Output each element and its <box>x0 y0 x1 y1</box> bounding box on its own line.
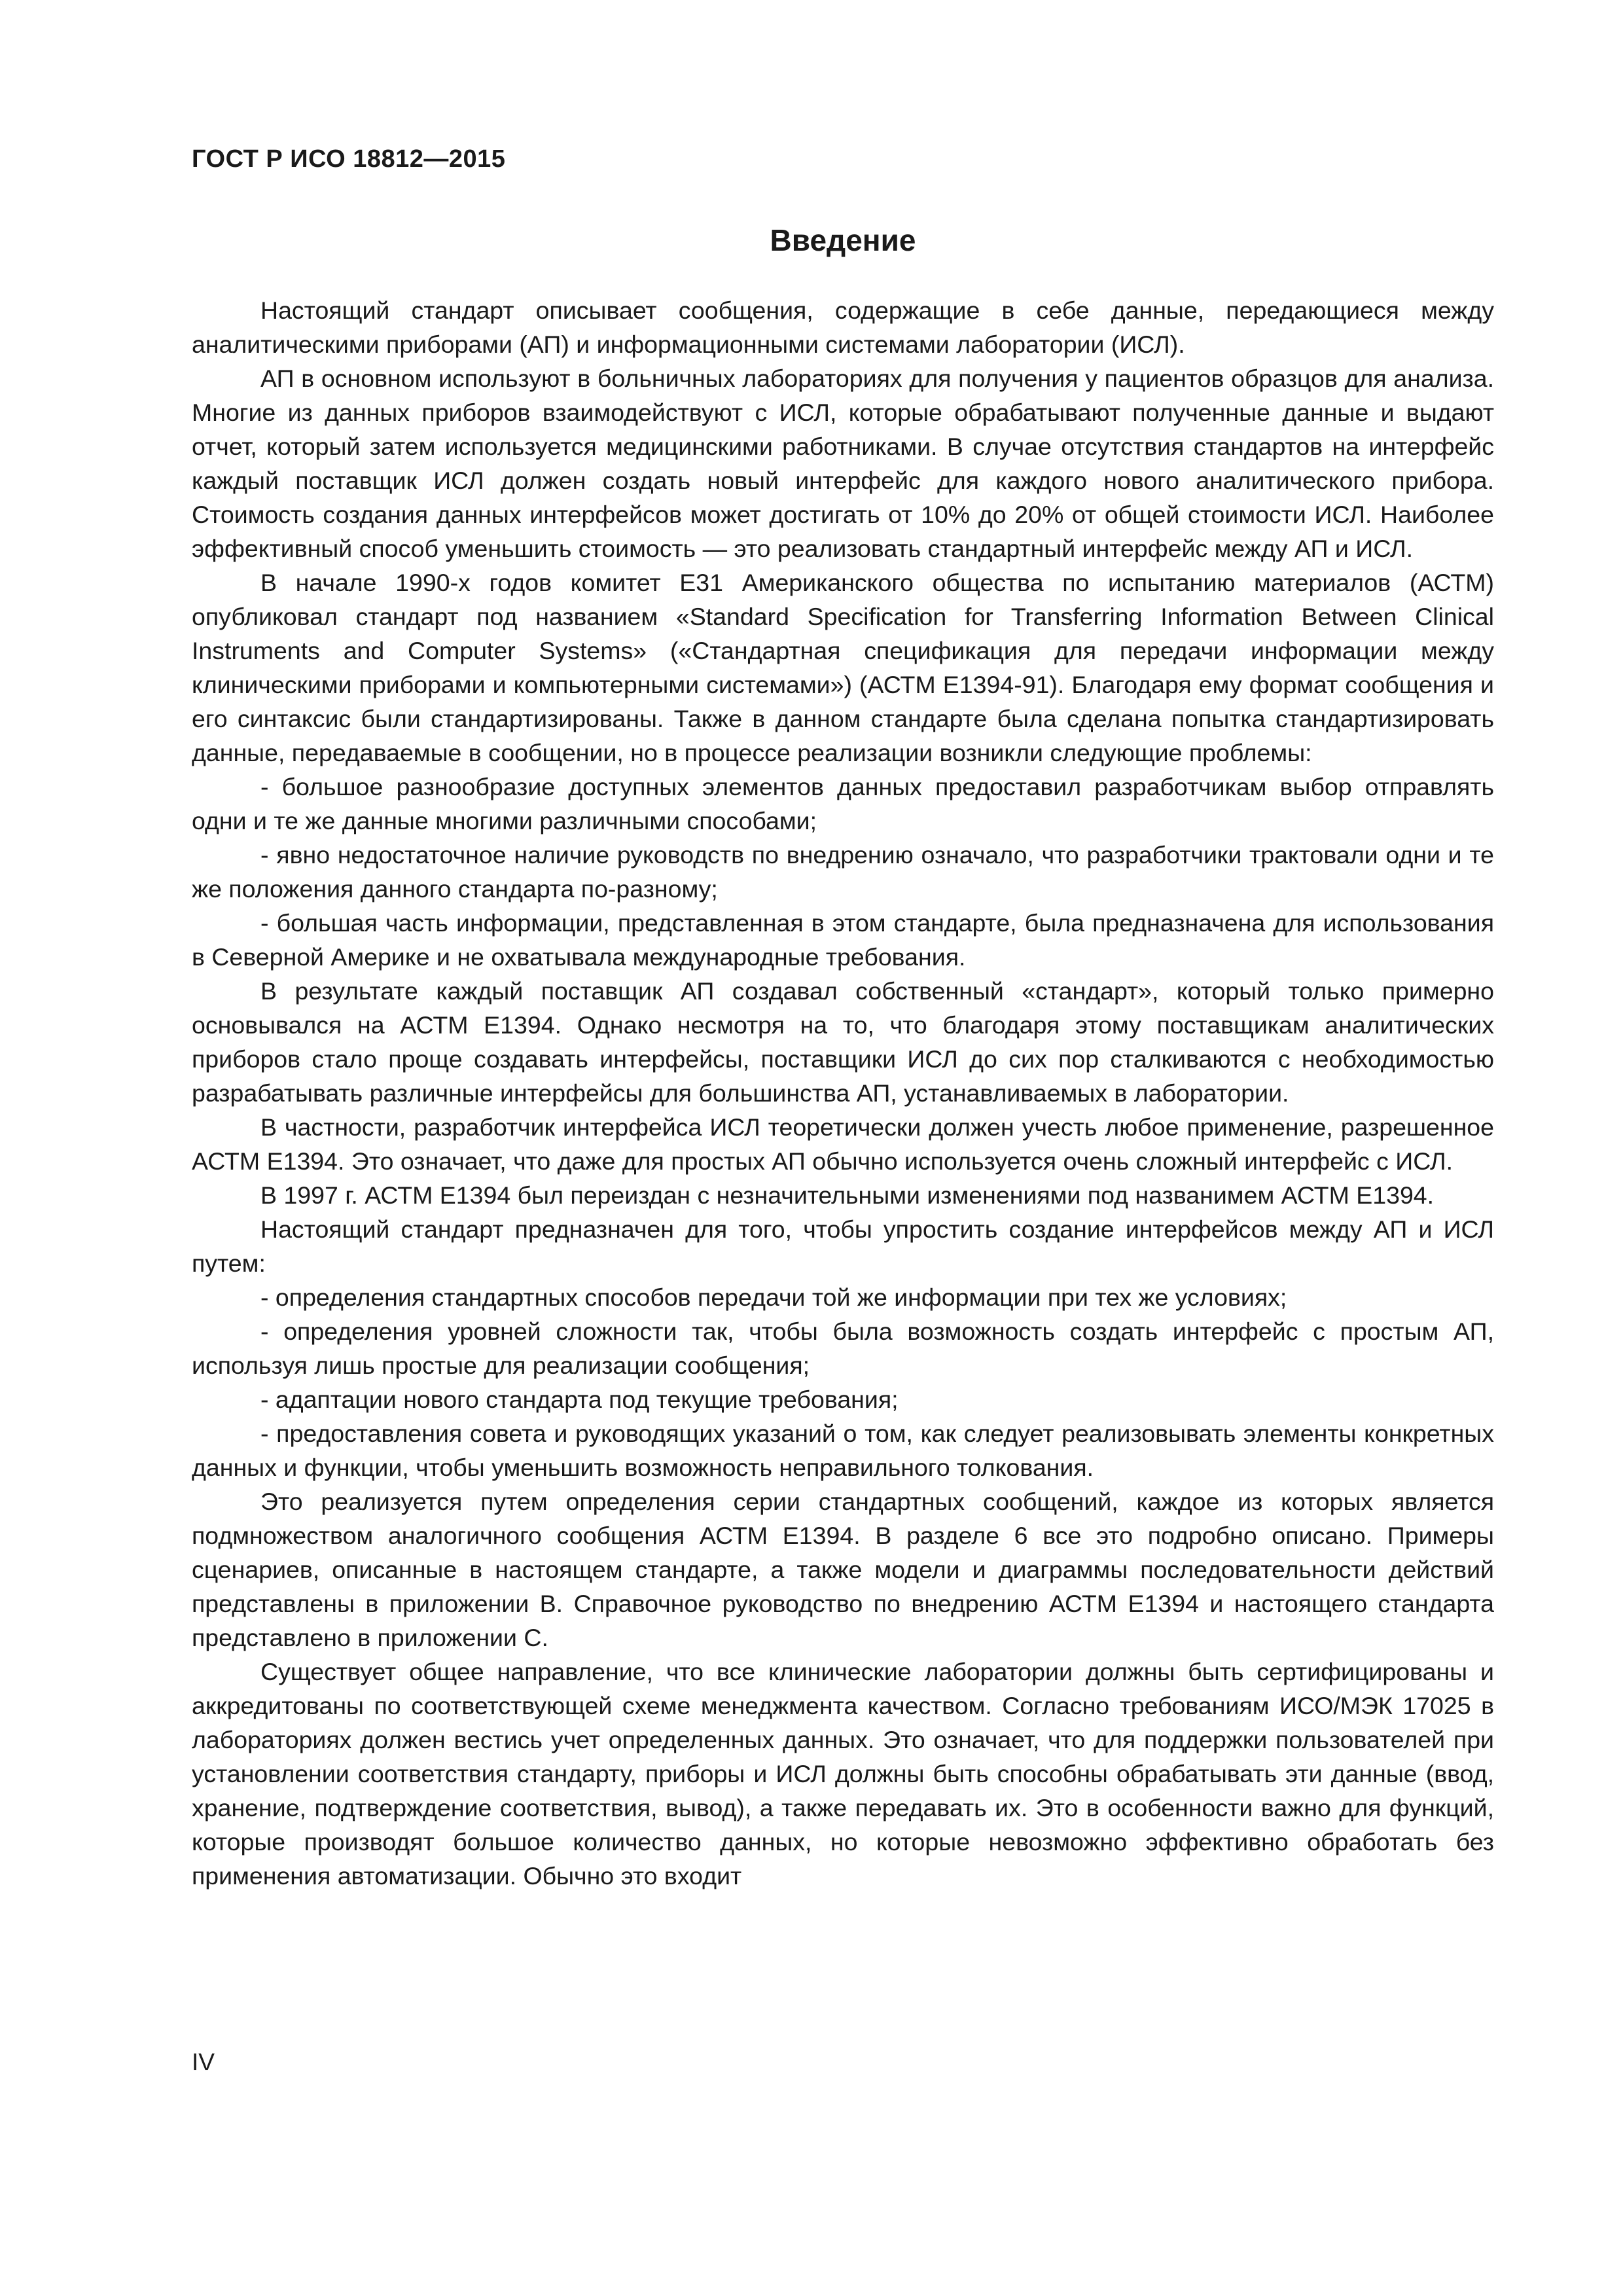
list-item: - определения стандартных способов передачи той же информации при тех же условиях; <box>260 1283 1287 1311</box>
list-item: - адаптации нового стандарта под текущие требования; <box>260 1386 899 1413</box>
section-title: Введение <box>770 223 916 257</box>
paragraph: Настоящий стандарт описывает сообщения, содержащие в себе данные, передающиеся между аналитическими приборами (АП) и информационными системами лаборатории (ИСЛ). <box>192 296 1494 358</box>
paragraph: В 1997 г. АСТМ Е1394 был переиздан с незначительными изменениями под названимем АСТМ Е1394. <box>260 1181 1435 1209</box>
body-text <box>192 293 1494 1893</box>
paragraph: В начале 1990-х годов комитет Е31 Американского общества по испытанию материалов (АСТМ) опубликовал стандарт под названием «Standard Specification for Transferring Information Between Clinical Instruments and Computer Systems» («Стандартная спецификация для передачи информации между клиническими приборами и компьютерными системами») (АСТМ Е1394-91). Благодаря ему формат сообщения и его синтаксис были стандартизированы. Также в данном стандарте была сделана попытка стандартизировать данные, передаваемые в сообщении, но в процессе реализации возникли следующие проблемы: <box>192 569 1494 766</box>
paragraph: В частности, разработчик интерфейса ИСЛ теоретически должен учесть любое применение, разрешенное АСТМ Е1394. Это означает, что даже для простых АП обычно используется очень сложный интерфейс с ИСЛ. <box>192 1113 1494 1175</box>
paragraph: АП в основном используют в больничных лабораториях для получения у пациентов образцов для анализа. Многие из данных приборов взаимодействуют с ИСЛ, которые обрабатывают полученные данные и выдают отчет, который затем используется медицинскими работниками. В случае отсутствия стандартов на интерфейс каждый поставщик ИСЛ должен создать новый интерфейс для каждого нового аналитического прибора. Стоимость создания данных интерфейсов может достигать от 10% до 20% от общей стоимости ИСЛ. Наиболее эффективный способ уменьшить стоимость — это реализовать стандартный интерфейс между АП и ИСЛ. <box>192 365 1494 562</box>
list-item: - явно недостаточное наличие руководств по внедрению означало, что разработчики трактовали одни и те же положения данного стандарта по-разному; <box>192 841 1494 903</box>
document-header: ГОСТ Р ИСО 18812—2015 <box>192 145 506 173</box>
paragraph: Настоящий стандарт предназначен для того, чтобы упростить создание интерфейсов между АП и ИСЛ путем: <box>192 1215 1494 1277</box>
paragraph: Это реализуется путем определения серии стандартных сообщений, каждое из которых является подмножеством аналогичного сообщения АСТМ Е1394. В разделе 6 все это подробно описано. Примеры сценариев, описанные в настоящем стандарте, а также модели и диаграммы последовательности действий представлены в приложении В. Справочное руководство по внедрению АСТМ Е1394 и настоящего стандарта представлено в приложении С. <box>192 1488 1494 1651</box>
paragraph: Существует общее направление, что все клинические лаборатории должны быть сертифицированы и аккредитованы по соответствующей схеме менеджмента качеством. Согласно требованиям ИСО/МЭК 17025 в лабораториях должен вестись учет определенных данных. Это означает, что для поддержки пользователей при установлении соответствия стандарту, приборы и ИСЛ должны быть способны обрабатывать эти данные (ввод, хранение, подтверждение соответствия, вывод), а также передавать их. Это в особенности важно для функций, которые производят большое количество данных, но которые невозможно эффективно обработать без применения автоматизации. Обычно это входит <box>192 1658 1494 1890</box>
list-item: - большое разнообразие доступных элементов данных предоставил разработчикам выбор отправлять одни и те же данные многими различными способами; <box>192 773 1494 834</box>
page-number: IV <box>192 2049 215 2075</box>
paragraph: В результате каждый поставщик АП создавал собственный «стандарт», который только примерно основывался на АСТМ Е1394. Однако несмотря на то, что благодаря этому поставщикам аналитических приборов стало проще создавать интерфейсы, поставщики ИСЛ до сих пор сталкиваются с необходимостью разрабатывать различные интерфейсы для большинства АП, устанавливаемых в лаборатории. <box>192 977 1494 1107</box>
list-item: - большая часть информации, представленная в этом стандарте, была предназначена для использования в Северной Америке и не охватывала международные требования. <box>192 909 1494 971</box>
list-item: - предоставления совета и руководящих указаний о том, как следует реализовывать элементы конкретных данных и функции, чтобы уменьшить возможность неправильного толкования. <box>192 1420 1494 1481</box>
list-item: - определения уровней сложности так, чтобы была возможность создать интерфейс с простым АП, используя лишь простые для реализации сообщения; <box>192 1318 1494 1379</box>
